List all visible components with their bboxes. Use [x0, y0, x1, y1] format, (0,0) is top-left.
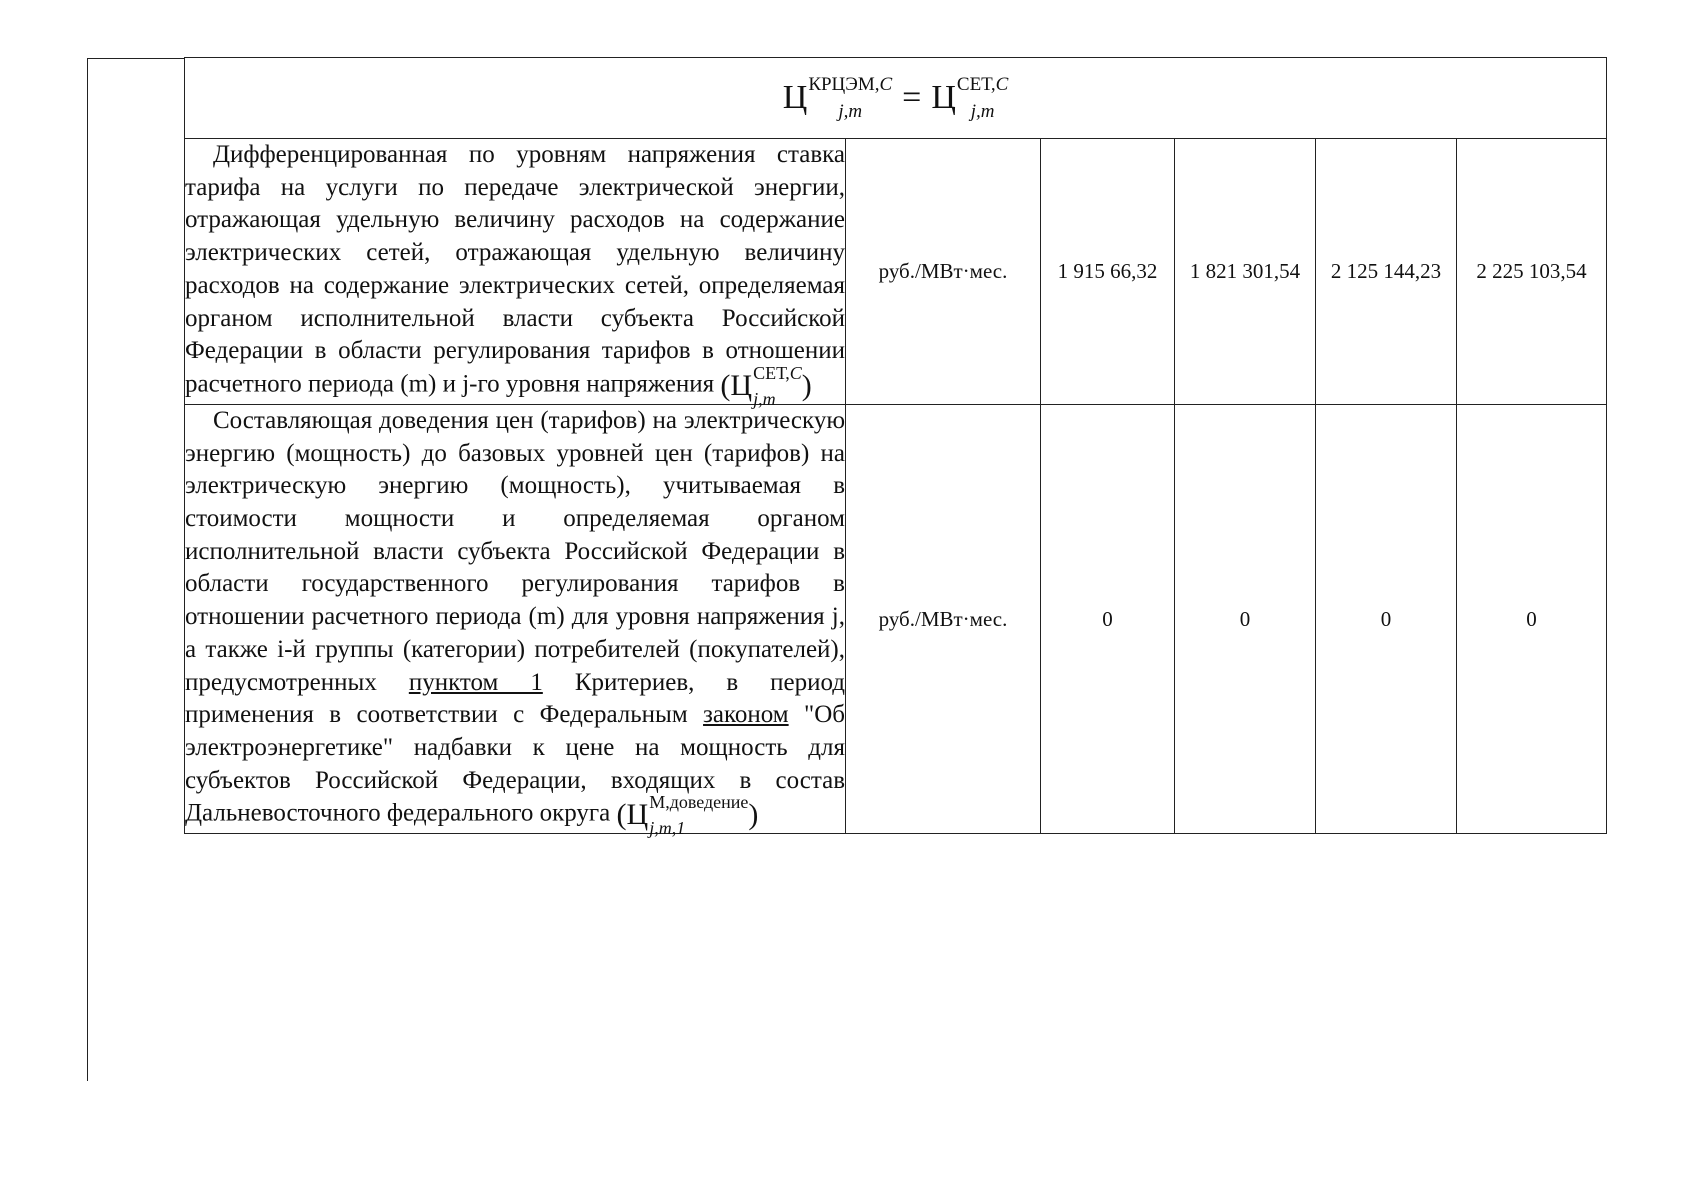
table-row	[185, 404, 1607, 833]
description-text-3: "Об электроэнергетике" надбавки к цене на мощность для субъектов Российской Федерации, входящих в состав Дальневосточного федерального округа	[185, 701, 845, 828]
formula-lhs	[782, 74, 893, 122]
row-formula	[720, 362, 812, 409]
unit-cell: руб./МВт·мес.	[846, 404, 1041, 833]
formula-open-paren: (	[616, 798, 627, 831]
formula-rhs	[931, 74, 1009, 122]
rhs-symbol: Ц	[931, 79, 956, 116]
value-cell: 2 125 144,23	[1316, 139, 1457, 405]
description-text: Составляющая доведения цен (тарифов) на электрическую энергию (мощность) до базовых уровней цен (тарифов) на электрическую энергию (мощность), учитываемая в стоимости мощности и определяемая органом исполнительной власти субъекта Российской Федерации в области государственного регулирования тарифов в отношении расчетного периода (m) для уровня напряжения j, а также i-й группы (категории) потребителей (покупателей), предусмотренных	[185, 406, 845, 696]
rhs-subscript: j,m	[970, 101, 995, 122]
value-cell: 1 915 66,32	[1041, 139, 1175, 405]
value-cell: 1 821 301,54	[1175, 139, 1316, 405]
formula-close-paren: )	[748, 798, 759, 831]
row-description	[185, 404, 846, 839]
value-cell: 0	[1457, 404, 1607, 833]
value-cell: 0	[1316, 404, 1457, 833]
lhs-symbol: Ц	[782, 79, 808, 116]
outer-frame-left	[87, 58, 88, 1081]
description-text-2: Критериев, в период применения в соответствии с Федеральным	[185, 668, 846, 729]
formula-subscript: j,m,1	[649, 818, 686, 839]
formula-symbol: Ц	[730, 368, 753, 402]
outer-frame-top	[87, 58, 185, 59]
link-zakon[interactable]: законом	[703, 701, 789, 729]
formula-row	[185, 58, 1607, 139]
value-cell: 0	[1175, 404, 1316, 833]
unit-cell: руб./МВт·мес.	[846, 139, 1041, 405]
row-formula	[616, 792, 759, 839]
lhs-superscript-italic: C	[879, 74, 893, 95]
lhs-subscript: j,m	[838, 101, 863, 122]
formula-superscript: СЕТ,	[753, 362, 790, 383]
table-row	[185, 139, 1607, 405]
formula-symbol: Ц	[626, 798, 649, 831]
formula-open-paren: (	[720, 368, 731, 402]
formula-subscript: j,m	[753, 388, 776, 409]
value-cell: 0	[1041, 404, 1175, 833]
tariff-table	[184, 57, 1607, 839]
formula-close-paren: )	[801, 368, 812, 402]
formula-superscript-italic: C	[789, 362, 802, 383]
lhs-superscript: КРЦЭМ,	[808, 74, 880, 95]
rhs-superscript: СЕТ,	[956, 74, 996, 95]
equals-sign: =	[902, 79, 922, 116]
rhs-superscript-italic: C	[995, 74, 1009, 95]
formula-superscript: М,доведение	[649, 792, 749, 813]
description-text: Дифференцированная по уровням напряжения ставка тарифа на услуги по передаче электрической энергии, отражающая удельную величину расходов на содержание электрических сетей, отражающая удельную величину расходов на содержание электрических сетей, определяемая органом исполнительной власти субъекта Российской Федерации в области регулирования тарифов в отношении расчетного периода (m) и j-го уровня напряжения	[185, 141, 845, 398]
header-formula	[782, 74, 1009, 122]
value-cell: 2 225 103,54	[1457, 139, 1607, 405]
formula-cell	[185, 58, 1607, 139]
row-description	[185, 139, 846, 409]
link-punkt-1[interactable]: пунктом 1	[408, 668, 543, 696]
